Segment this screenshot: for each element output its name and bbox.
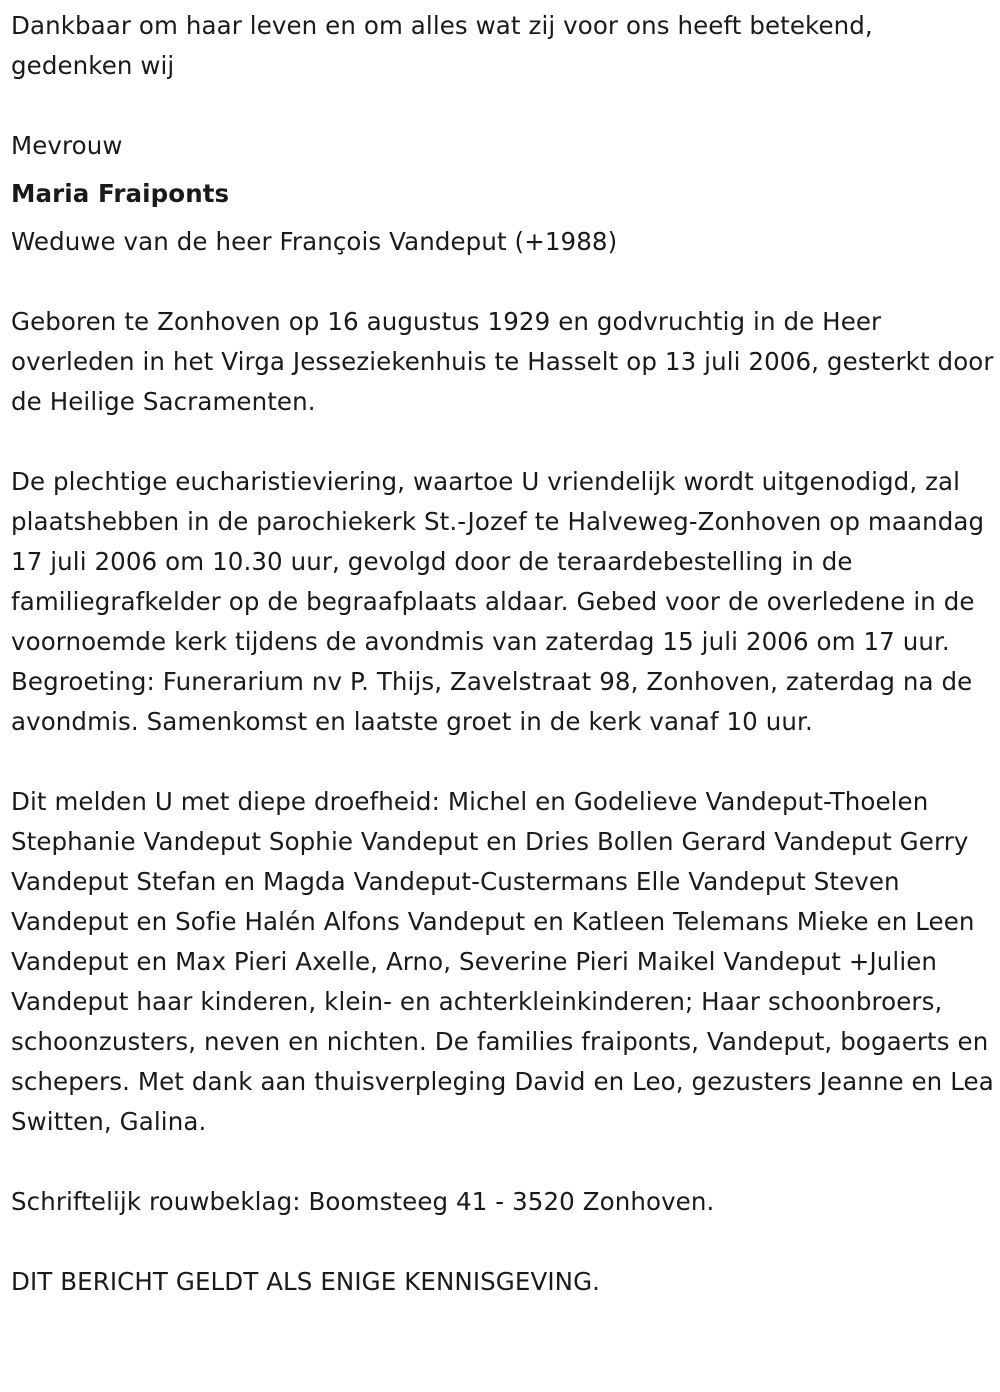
intro-text: Dankbaar om haar leven en om alles wat zij voor ons heeft betekend, gedenken wij [11,11,873,80]
family-paragraph: Dit melden U met diepe droefheid: Michel en Godelieve Vandeput-Thoelen Stephanie Vandeput Sophie Vandeput en Dries Bollen Gerard Vandeput Gerry Vandeput Stefan en Magda Vandeput-Custermans Elle Vandeput Steven Vandeput en Sofie Halén Alfons Vandeput en Katleen Telemans Mieke en Leen Vandeput en Max Pieri Axelle, Arno, Severine Pieri Maikel Vandeput +Julien Vandeput haar kinderen, klein- en achterkleinkinderen; Haar schoonbroers, schoonzusters, neven en nichten. De families fraiponts, Vandeput, bogaerts en schepers. Met dank aan thuisverpleging David en Leo, gezusters Jeanne en Lea Switten, Galina. [11,787,994,1136]
ceremony-paragraph: De plechtige eucharistieviering, waartoe U vriendelijk wordt uitgenodigd, zal plaatshebben in de parochiekerk St.-Jozef te Halveweg-Zonhoven op maandag 17 juli 2006 om 10.30 uur, gevolgd door de teraardebestelling in de familiegrafkelder op de begraafplaats aldaar. Gebed voor de overledene in de voornoemde kerk tijdens de avondmis van zaterdag 15 juli 2006 om 17 uur. Begroeting: Funerarium nv P. Thijs, Zavelstraat 98, Zonhoven, zaterdag na de avondmis. Samenkomst en laatste groet in de kerk vanaf 10 uur. [11,467,985,736]
widow-of-text: Weduwe van de heer François Vandeput (+1988) [11,227,618,256]
salutation: Mevrouw [11,131,123,160]
deceased-name: Maria Fraiponts [11,179,230,208]
birth-death-paragraph: Geboren te Zonhoven op 16 augustus 1929 en godvruchtig in de Heer overleden in het Virga Jesseziekenhuis te Hasselt op 13 juli 2006, gesterkt door de Heilige Sacramenten. [11,307,994,416]
closing-statement: DIT BERICHT GELDT ALS ENIGE KENNISGEVING. [11,1267,601,1296]
condolence-address: Schriftelijk rouwbeklag: Boomsteeg 41 - 3520 Zonhoven. [11,1187,715,1216]
